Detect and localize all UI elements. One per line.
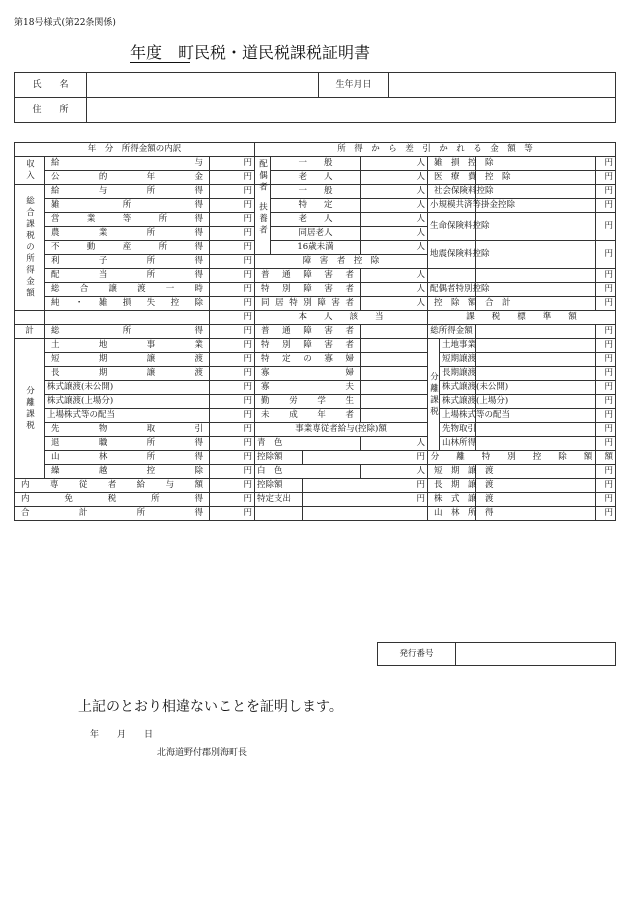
income-group-label: 収入 [15, 157, 45, 185]
income-amount[interactable]: 円 [210, 213, 255, 227]
special-deduction-label: 長 期 譲 渡 [428, 479, 476, 493]
separate-base-item-label: 土地事業 [440, 339, 476, 353]
income-amount[interactable]: 円 [210, 157, 255, 171]
separate-base-unit: 円 [596, 339, 616, 353]
separate-item-label: 長 期 譲 渡 [45, 367, 210, 381]
income-amount[interactable]: 円 [210, 185, 255, 199]
deduction-value[interactable] [476, 213, 596, 241]
right-section-header: 所 得 か ら 差 引 か れ る 金 額 等 [255, 143, 616, 157]
table-row [15, 283, 616, 297]
income-item-label: 給 与 [45, 157, 210, 171]
deduction-unit: 円 [596, 185, 616, 199]
self-item-label: 特 定 の 寡 婦 [255, 353, 361, 367]
separate-base-item-label: 山林所得 [440, 437, 476, 451]
income-item-label: 不 動 産 所 得 [45, 241, 210, 255]
table-row [15, 199, 616, 213]
separate-base-item-label: 株式譲渡(未公開) [440, 381, 476, 395]
disability-item-label: 同居特別障害者 [255, 297, 361, 311]
self-item-value[interactable] [361, 339, 428, 353]
dependent-item-label: 一 般 [271, 185, 361, 199]
separate-base-value[interactable] [476, 423, 596, 437]
separate-base-unit: 円 [596, 409, 616, 423]
table-row [15, 325, 616, 339]
self-item-label: 勤 労 学 生 [255, 395, 361, 409]
separate-item-label: 退 職 所 得 [45, 437, 210, 451]
name-field[interactable] [87, 73, 319, 98]
separate-base-value[interactable] [476, 437, 596, 451]
separate-item-label: 繰 越 控 除 [45, 465, 210, 479]
income-item-label: 総 合 譲 渡 一 時 [45, 283, 210, 297]
self-header: 本 人 該 当 [255, 311, 428, 325]
specific-expense-value[interactable]: 円 [303, 493, 428, 507]
deduction-amount-label: 控除額 [255, 451, 303, 465]
separate-item-label: 山 林 所 得 [45, 451, 210, 465]
special-deduction-unit: 円 [596, 507, 616, 521]
bottom-item-label: 内 専 従 者 給 与 額 [15, 479, 210, 493]
deduction-unit: 円 [596, 171, 616, 185]
dependent-count[interactable]: 人 [361, 227, 428, 241]
bottom-amount[interactable]: 円 [210, 507, 255, 521]
issue-number-field[interactable] [456, 643, 616, 666]
spouse-item-label: 老 人 [271, 171, 361, 185]
separate-amount[interactable]: 円 [210, 437, 255, 451]
special-deduction-unit: 額 [596, 451, 616, 465]
table-row [15, 171, 616, 185]
business-header: 事業専従者給与(控除)額 [255, 423, 428, 437]
table-cell [255, 507, 303, 521]
spouse-item-label: 一 般 [271, 157, 361, 171]
deduction-unit: 円 [596, 283, 616, 297]
dependent-item-label: 16歳未満 [271, 241, 361, 255]
income-item-label: 農 業 所 得 [45, 227, 210, 241]
table-row [15, 381, 616, 395]
dependent-item-label: 特 定 [271, 199, 361, 213]
table-row [15, 143, 616, 157]
income-item-label: 雑 所 得 [45, 199, 210, 213]
mayor-signature: 北海道野付郡別海町長 [157, 748, 248, 758]
special-deduction-label: 株 式 譲 渡 [428, 493, 476, 507]
separate-base-value[interactable] [476, 353, 596, 367]
spouse-count[interactable]: 人 [361, 171, 428, 185]
dependent-count[interactable]: 人 [361, 213, 428, 227]
dependent-count[interactable]: 人 [361, 199, 428, 213]
birth-field[interactable] [389, 73, 616, 98]
separate-base-unit: 円 [596, 367, 616, 381]
income-item-label: 給 与 所 得 [45, 185, 210, 199]
self-item-label: 普 通 障 害 者 [255, 325, 361, 339]
table-row [15, 423, 616, 437]
income-amount[interactable]: 円 [210, 199, 255, 213]
income-item-label: 純・雑損失控除 [45, 297, 210, 311]
income-amount[interactable]: 円 [210, 297, 255, 311]
special-deduction-unit: 円 [596, 493, 616, 507]
dependent-group-label: 扶養者 [255, 185, 271, 255]
deduction-label: 控 除 額 合 計 [428, 297, 476, 311]
dependent-count[interactable]: 人 [361, 185, 428, 199]
separate-base-item-label: 上場株式等の配当 [440, 409, 476, 423]
issue-number-box [377, 642, 616, 666]
separate-item-label: 上場株式等の配当 [45, 409, 210, 423]
table-row [15, 339, 616, 353]
bottom-amount[interactable]: 円 [210, 479, 255, 493]
bottom-item-label: 合 計 所 得 [15, 507, 210, 521]
special-deduction-header: 分 離 特 別 控 除 額 [428, 451, 596, 465]
deduction-unit: 円 [596, 241, 616, 269]
self-item-value[interactable] [361, 395, 428, 409]
business-item-label: 青 色 [255, 437, 361, 451]
separate-amount[interactable]: 円 [210, 339, 255, 353]
deduction-value[interactable] [476, 241, 596, 269]
dependent-count[interactable]: 人 [361, 241, 428, 255]
deduction-value[interactable] [476, 283, 596, 297]
separate-base-unit: 円 [596, 395, 616, 409]
income-item-label: 公 的 年 金 [45, 171, 210, 185]
tax-base-value[interactable] [476, 325, 596, 339]
self-item-label: 寡 夫 [255, 381, 361, 395]
separate-amount[interactable]: 円 [210, 451, 255, 465]
separate-amount[interactable]: 円 [210, 367, 255, 381]
separate-item-label: 短 期 譲 渡 [45, 353, 210, 367]
separate-amount[interactable]: 円 [210, 409, 255, 423]
tax-base-header: 課 税 標 準 額 [428, 311, 616, 325]
specific-expense-label: 特定支出 [255, 493, 303, 507]
table-row [15, 157, 616, 171]
dependent-item-label: 老 人 [271, 213, 361, 227]
separate-amount[interactable]: 円 [210, 381, 255, 395]
issue-date: 年 月 日 [90, 730, 154, 740]
document-title: 年度 町民税・道民税課税証明書 [130, 43, 371, 62]
business-count[interactable]: 人 [361, 465, 428, 479]
separate-base-unit: 円 [596, 381, 616, 395]
table-row [15, 493, 616, 507]
separate-base-value[interactable] [476, 339, 596, 353]
address-field[interactable] [87, 98, 616, 123]
separate-item-label: 先 物 取 引 [45, 423, 210, 437]
gross-income-amount[interactable]: 円 [210, 325, 255, 339]
income-amount[interactable]: 円 [210, 227, 255, 241]
separate-base-unit: 円 [596, 353, 616, 367]
deduction-label: 配偶者特別控除 [428, 283, 476, 297]
certification-statement: 上記のとおり相違ないことを証明します。 [78, 699, 343, 715]
income-amount[interactable]: 円 [210, 311, 255, 325]
income-amount[interactable]: 円 [210, 269, 255, 283]
separate-group-label: 分離課税 [15, 339, 45, 479]
dependent-item-label: 同居老人 [271, 227, 361, 241]
year-underline [130, 62, 190, 63]
deduction-unit: 円 [596, 199, 616, 213]
deduction-unit: 円 [596, 157, 616, 171]
separate-item-label: 株式譲渡(上場分) [45, 395, 210, 409]
income-amount[interactable]: 円 [210, 241, 255, 255]
disability-item-label: 特 別 障 害 者 [255, 283, 361, 297]
gross-income-base-label: 総所得金額 [428, 325, 476, 339]
separate-base-item-label: 短期譲渡 [440, 353, 476, 367]
special-deduction-label: 山 林 所 得 [428, 507, 476, 521]
issue-number-label: 発行番号 [378, 643, 456, 666]
table-row [15, 185, 616, 199]
spouse-group-label: 配偶者 [255, 157, 271, 185]
table-cell [303, 507, 428, 521]
separate-base-unit: 円 [596, 423, 616, 437]
deduction-label: 小規模共済等掛金控除 [428, 199, 476, 213]
separate-amount[interactable]: 円 [210, 423, 255, 437]
deduction-value[interactable] [476, 269, 596, 283]
deduction-label [428, 269, 476, 283]
special-deduction-unit: 円 [596, 479, 616, 493]
table-row [15, 269, 616, 283]
separate-base-value[interactable] [476, 367, 596, 381]
deduction-unit: 円 [596, 297, 616, 311]
self-item-value[interactable] [361, 325, 428, 339]
separate-amount[interactable]: 円 [210, 465, 255, 479]
spouse-count[interactable]: 人 [361, 157, 428, 171]
business-item-label: 白 色 [255, 465, 361, 479]
deduction-unit: 円 [596, 213, 616, 241]
business-count[interactable]: 人 [361, 437, 428, 451]
disability-count[interactable]: 人 [361, 283, 428, 297]
deduction-label: 社会保険料控除 [428, 185, 476, 199]
bottom-amount[interactable]: 円 [210, 493, 255, 507]
special-deduction-label: 短 期 譲 渡 [428, 465, 476, 479]
income-item-label: 営 業 等 所 得 [45, 213, 210, 227]
disability-count[interactable]: 人 [361, 269, 428, 283]
income-item-label: 配 当 所 得 [45, 269, 210, 283]
table-row [15, 437, 616, 451]
disability-item-label: 普 通 障 害 者 [255, 269, 361, 283]
table-row [15, 297, 616, 311]
income-tax-table [14, 142, 616, 521]
self-item-value[interactable] [361, 381, 428, 395]
self-item-value[interactable] [361, 367, 428, 381]
separate-item-label: 土 地 事 業 [45, 339, 210, 353]
income-amount[interactable]: 円 [210, 283, 255, 297]
separate-amount[interactable]: 円 [210, 353, 255, 367]
deduction-unit: 円 [596, 269, 616, 283]
table-row [15, 367, 616, 381]
table-row [15, 465, 616, 479]
table-row [15, 213, 616, 227]
separate-base-group-label: 分離課税 [428, 339, 440, 451]
name-label: 氏 名 [15, 73, 87, 98]
separate-item-label: 株式譲渡(未公開) [45, 381, 210, 395]
table-row [15, 353, 616, 367]
disability-count[interactable]: 人 [361, 297, 428, 311]
separate-base-item-label: 株式譲渡(上場分) [440, 395, 476, 409]
separate-base-unit: 円 [596, 437, 616, 451]
self-item-label: 未 成 年 者 [255, 409, 361, 423]
bottom-item-label: 内 免 税 所 得 [15, 493, 210, 507]
form-number: 第18号様式(第22条関係) [14, 18, 116, 28]
income-item-label: 利 子 所 得 [45, 255, 210, 269]
table-row [15, 241, 616, 255]
income-amount[interactable]: 円 [210, 171, 255, 185]
separate-base-item-label: 先物取引 [440, 423, 476, 437]
special-deduction-unit: 円 [596, 465, 616, 479]
table-row [15, 479, 616, 493]
table-row [15, 409, 616, 423]
total-income-group-label: 総合課税の所得金額 [15, 185, 45, 311]
table-cell [15, 311, 45, 325]
deduction-label: 医 療 費 控 除 [428, 171, 476, 185]
separate-base-item-label: 長期譲渡 [440, 367, 476, 381]
gross-income-label: 総 所 得 [45, 325, 210, 339]
deduction-amount-value[interactable]: 円 [303, 451, 428, 465]
deduction-label: 地震保険料控除 [428, 241, 476, 269]
personal-info-table [14, 72, 616, 123]
table-row [15, 395, 616, 409]
tax-base-unit: 円 [596, 325, 616, 339]
left-section-header: 年 分 所得金額の内訳 [15, 143, 255, 157]
disability-header: 障 害 者 控 除 [255, 255, 428, 269]
table-row [15, 311, 616, 325]
deduction-amount-value[interactable]: 円 [303, 479, 428, 493]
table-row [15, 451, 616, 465]
self-item-value[interactable] [361, 409, 428, 423]
birth-label: 生年月日 [319, 73, 389, 98]
separate-amount[interactable]: 円 [210, 395, 255, 409]
self-item-label: 特 別 障 害 者 [255, 339, 361, 353]
deduction-amount-label: 控除額 [255, 479, 303, 493]
self-item-value[interactable] [361, 353, 428, 367]
income-amount[interactable]: 円 [210, 255, 255, 269]
self-item-label: 寡 婦 [255, 367, 361, 381]
deduction-label: 生命保険料控除 [428, 213, 476, 241]
table-row [15, 507, 616, 521]
table-cell [45, 311, 210, 325]
deduction-label: 雑 損 控 除 [428, 157, 476, 171]
address-label: 住 所 [15, 98, 87, 123]
total-label: 計 [15, 325, 45, 339]
